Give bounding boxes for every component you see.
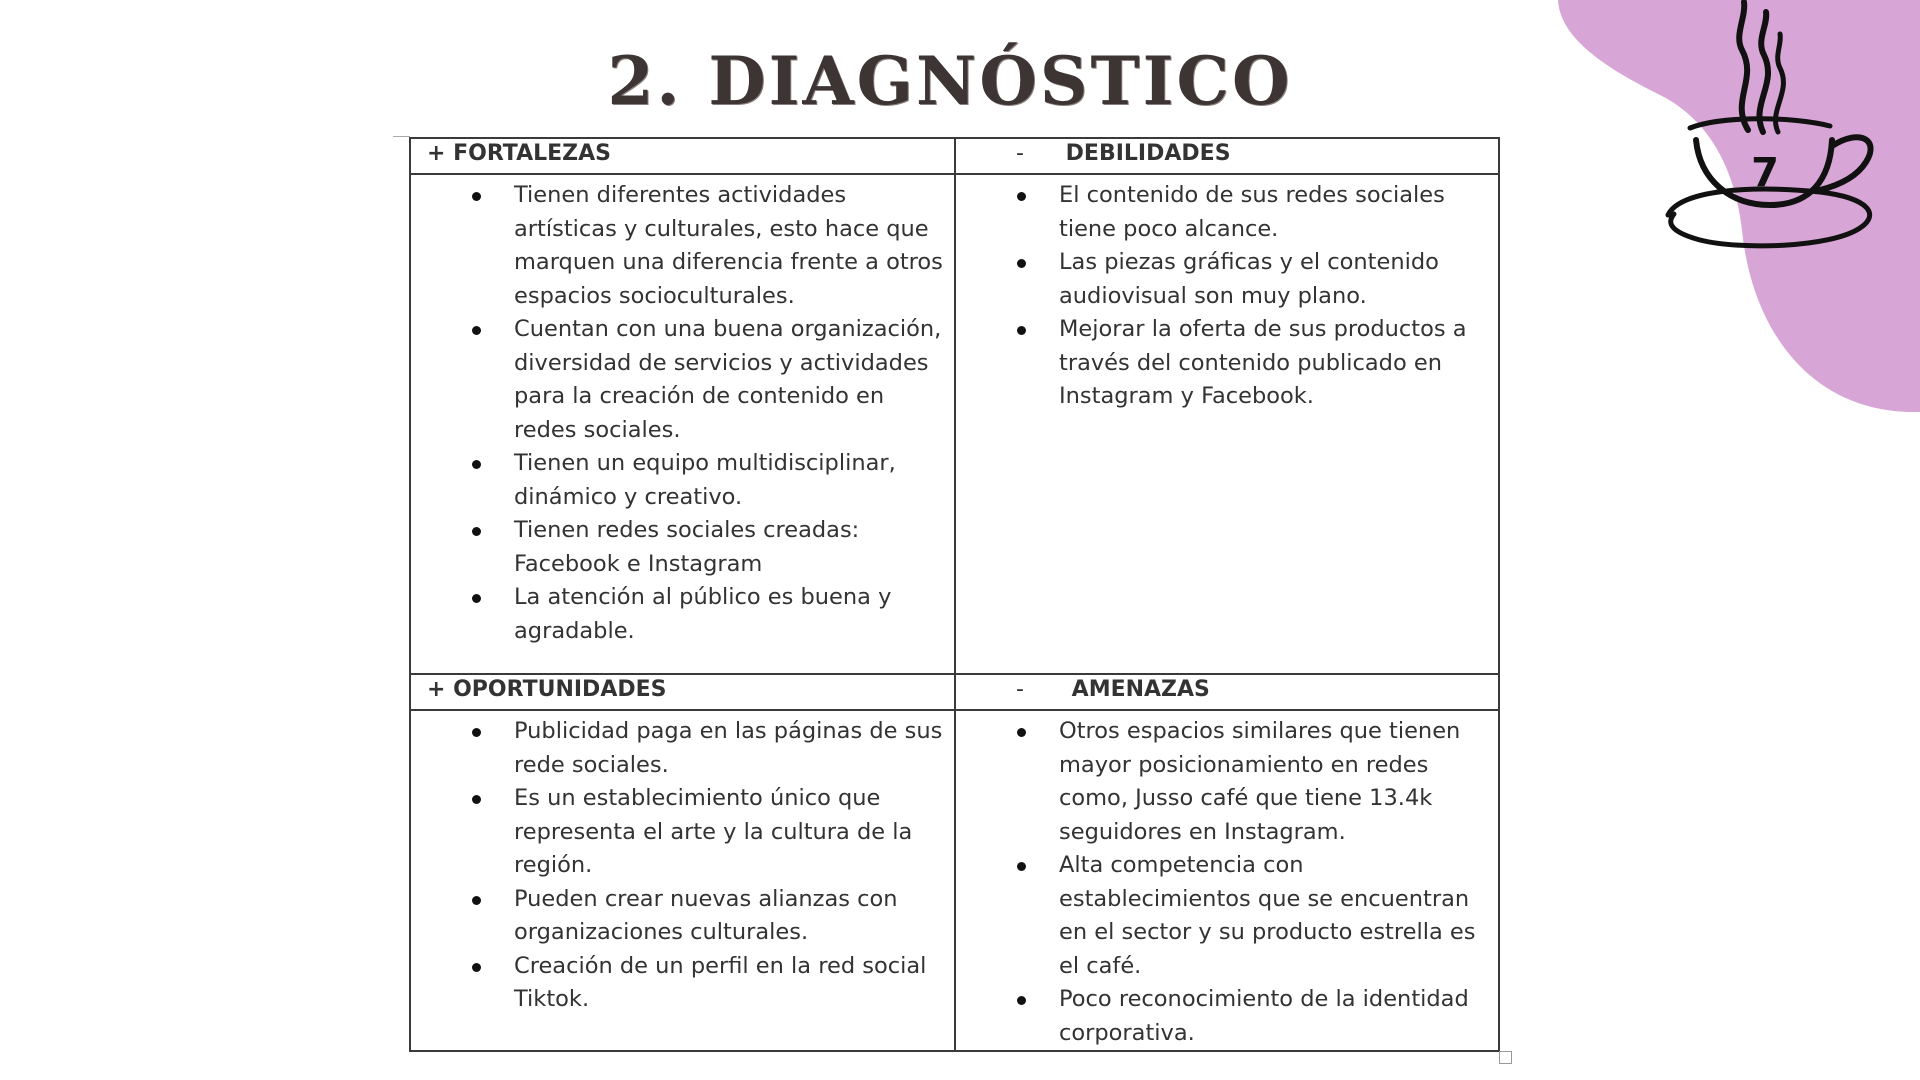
list-item: Las piezas gráficas y el contenido audiovisual son muy plano. [1059, 246, 1492, 313]
opportunities-heading: OPORTUNIDADES [453, 677, 667, 702]
weaknesses-header [955, 138, 1499, 174]
table-row [410, 174, 1499, 674]
weaknesses-heading: DEBILIDADES [1065, 141, 1231, 166]
list-item: Es un establecimiento único que representa el arte y la cultura de la región. [514, 782, 948, 883]
swot-table [409, 137, 1500, 1052]
threats-heading: AMENAZAS [1071, 677, 1210, 702]
table-header-row [410, 674, 1499, 710]
list-item: Alta competencia con establecimientos que se encuentran en el sector y su producto estrella es el café. [1059, 849, 1492, 983]
resize-handle[interactable] [1499, 1051, 1512, 1064]
table-header-row [410, 138, 1499, 174]
strengths-heading: FORTALEZAS [453, 141, 611, 166]
table-row [410, 710, 1499, 1051]
strengths-cell [410, 174, 955, 674]
list-item: El contenido de sus redes sociales tiene poco alcance. [1059, 179, 1492, 246]
weaknesses-cell [955, 174, 1499, 674]
threats-list [956, 715, 1498, 1050]
list-item: La atención al público es buena y agradable. [514, 581, 948, 648]
list-item: Mejorar la oferta de sus productos a través del contenido publicado en Instagram y Facebook. [1059, 313, 1492, 414]
threats-sign: - [1016, 677, 1024, 702]
strengths-header [410, 138, 955, 174]
list-item: Tienen un equipo multidisciplinar, dinámico y creativo. [514, 447, 948, 514]
weaknesses-sign: - [1016, 141, 1024, 166]
list-item: Otros espacios similares que tienen mayor posicionamiento en redes como, Jusso café que tiene 13.4k seguidores en Instagram. [1059, 715, 1492, 849]
list-item: Tienen redes sociales creadas: Facebook e Instagram [514, 514, 948, 581]
list-item: Cuentan con una buena organización, diversidad de servicios y actividades para la creación de contenido en redes sociales. [514, 313, 948, 447]
opportunities-list [411, 715, 954, 1017]
weaknesses-list [956, 179, 1498, 414]
opportunities-header [410, 674, 955, 710]
strengths-list [411, 179, 954, 648]
opportunities-cell [410, 710, 955, 1051]
strengths-sign: + [427, 141, 446, 166]
page-number: 7 [1751, 150, 1779, 196]
coffee-cup-icon [1660, 0, 1890, 260]
threats-header [955, 674, 1499, 710]
threats-cell [955, 710, 1499, 1051]
list-item: Pueden crear nuevas alianzas con organizaciones culturales. [514, 883, 948, 950]
list-item: Creación de un perfil en la red social Tiktok. [514, 950, 948, 1017]
page-title: 2. DIAGNÓSTICO [607, 42, 1293, 120]
list-item: Publicidad paga en las páginas de sus rede sociales. [514, 715, 948, 782]
divider [393, 136, 410, 137]
opportunities-sign: + [427, 677, 446, 702]
list-item: Tienen diferentes actividades artísticas y culturales, esto hace que marquen una diferencia frente a otros espacios socioculturales. [514, 179, 948, 313]
list-item: Poco reconocimiento de la identidad corporativa. [1059, 983, 1492, 1050]
